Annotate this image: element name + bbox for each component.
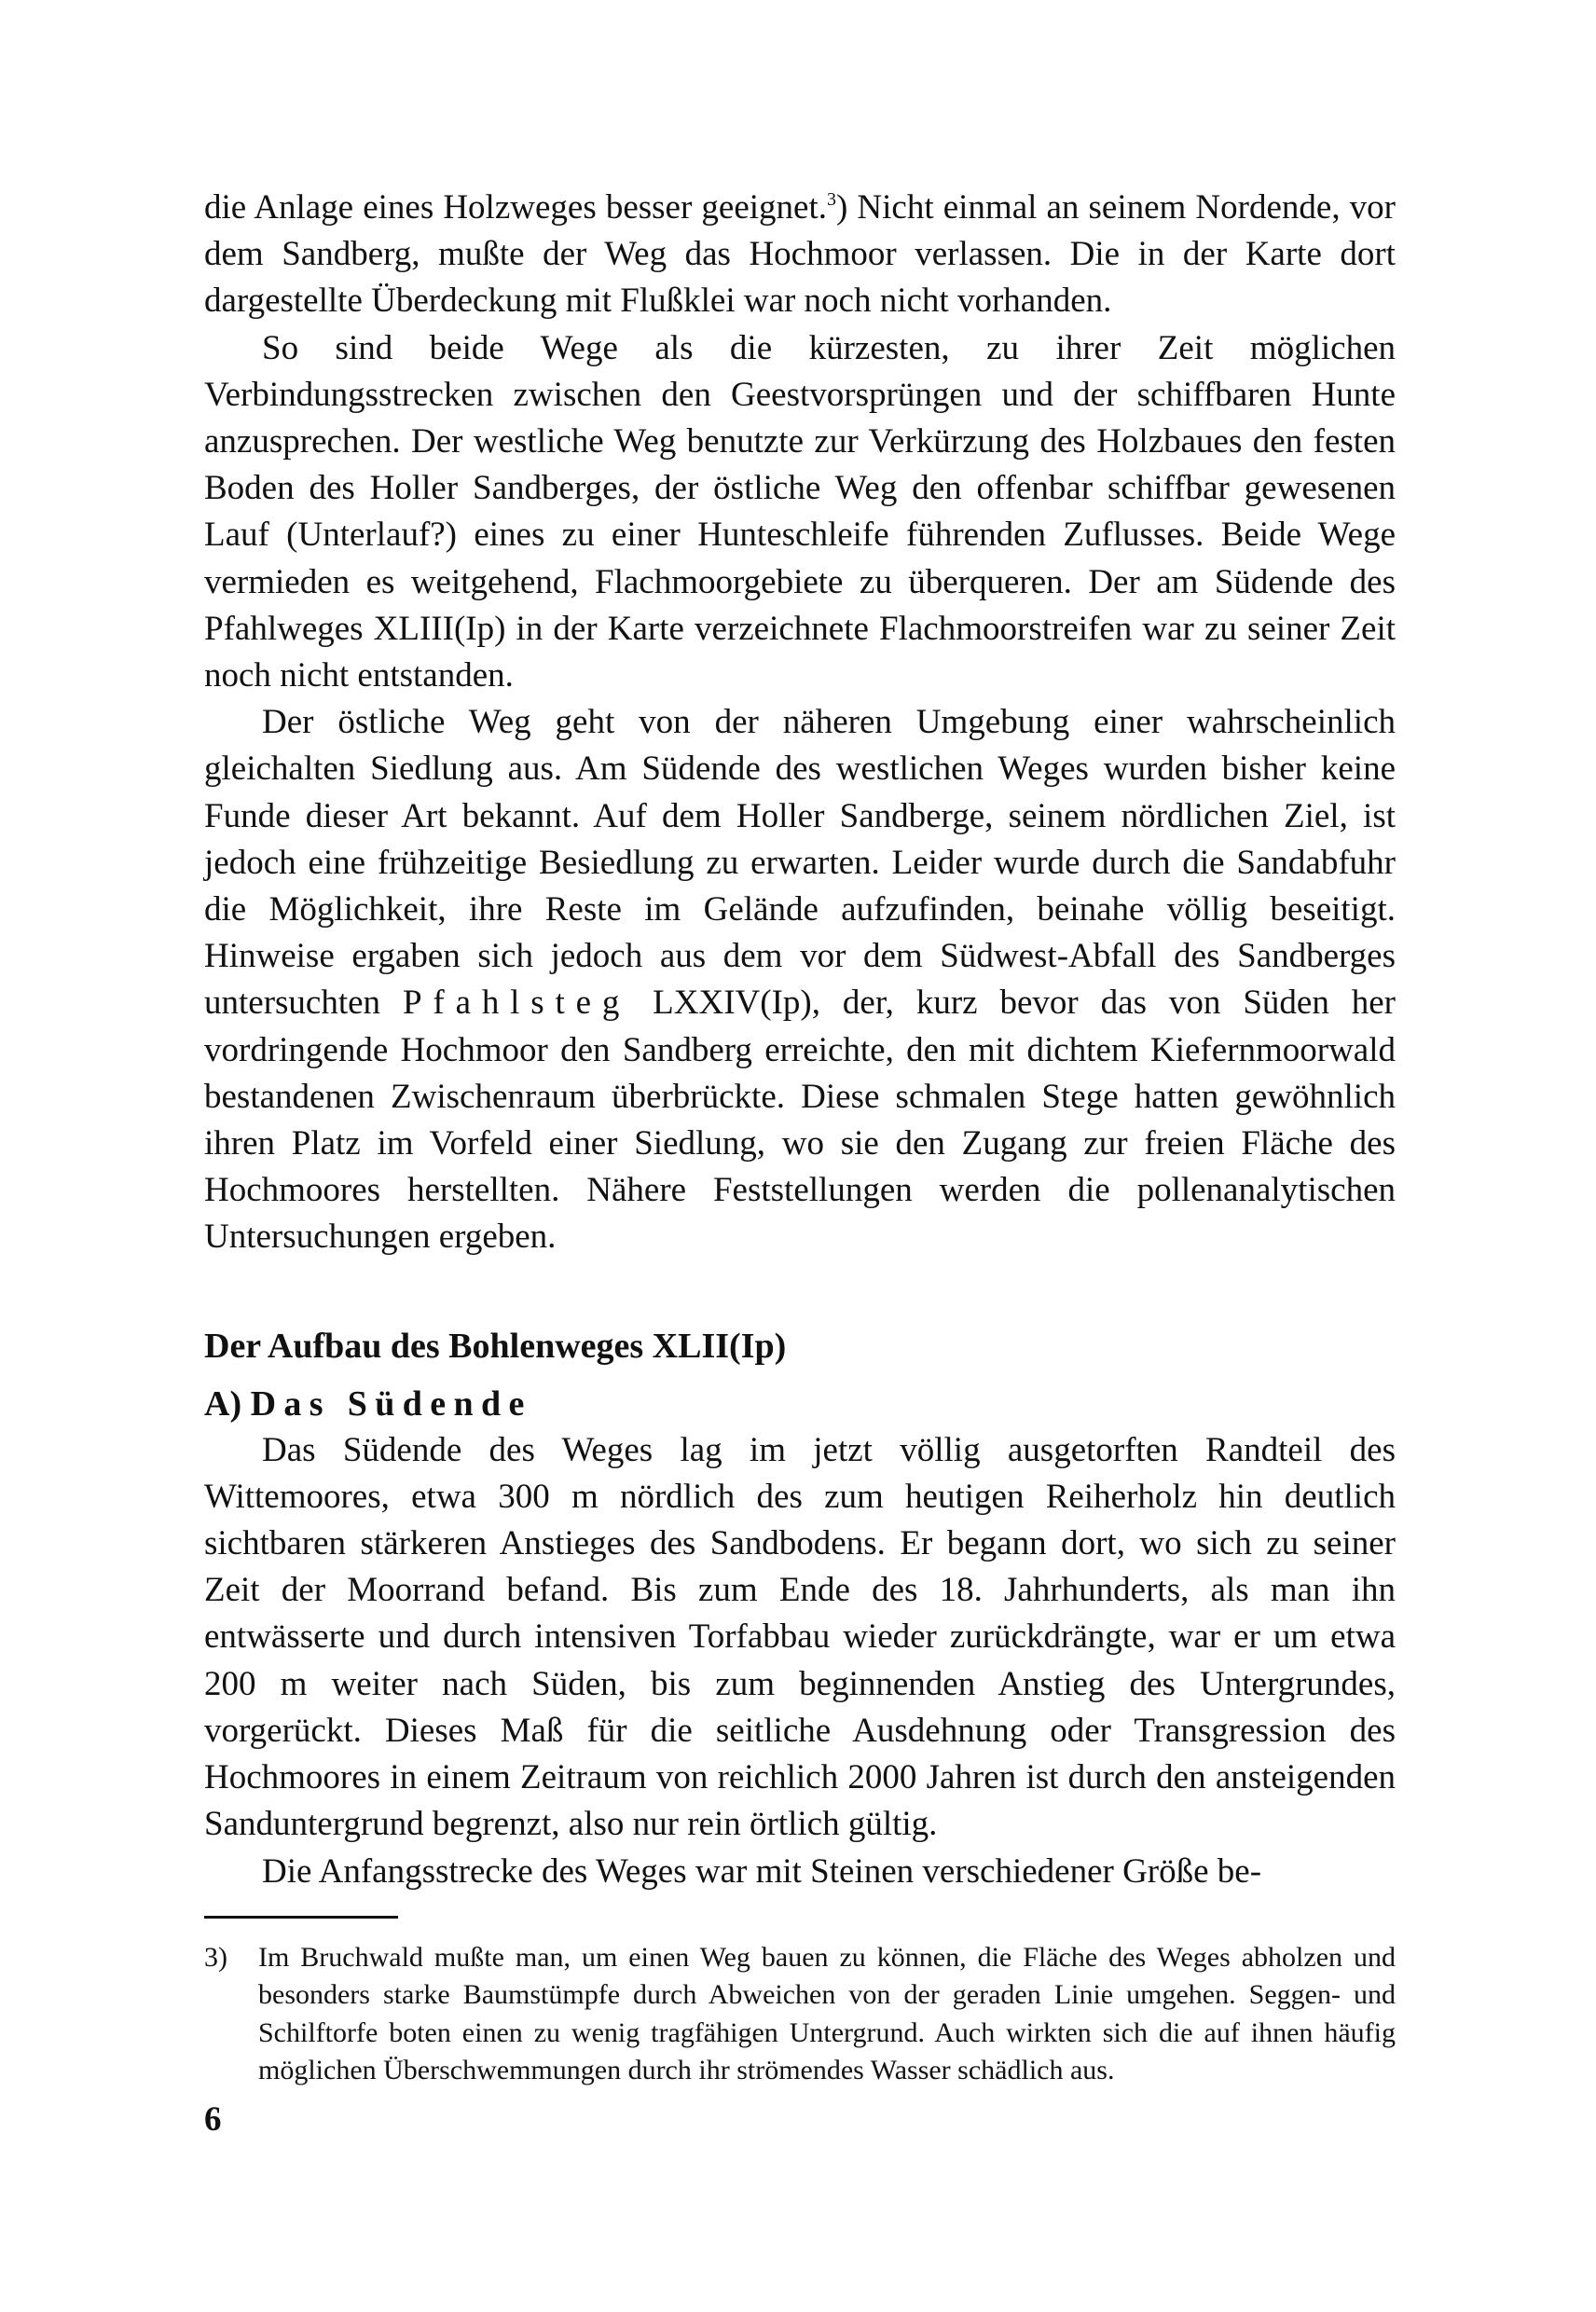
footnote-divider xyxy=(204,1916,398,1919)
subsection-prefix: A) xyxy=(204,1383,251,1424)
paragraph-1 xyxy=(204,185,1396,325)
paragraph-1-text-a: die Anlage eines Holzweges besser geeignet. xyxy=(204,188,827,227)
footnote-number: 3) xyxy=(204,1941,227,1973)
footnote-text: Im Bruchwald mußte man, um einen Weg bauen zu können, die Fläche des Weges abholzen und besonders starke Baumstümpfe durch Abweichen von der geraden Linie umgehen. Seggen- und Schilftorfe boten einen zu wenig tragfähigen Untergrund. Auch wirkten sich die auf ihnen häufig möglichen Überschwemmungen durch ihr strömendes Wasser schädlich aus. xyxy=(258,1941,1396,2086)
footnote xyxy=(204,1939,1396,2090)
paragraph-3-text-a: Der östliche Weg geht von der näheren Umgebung einer wahrscheinlich gleichalten Siedlung aus. Am Südende des westlichen Weges wurden bisher keine Funde dieser Art bekannt. Auf dem Holler Sandberge, seinem nördlichen Ziel, ist jedoch eine frühzeitige Besiedlung zu erwarten. Leider wurde durch die Sandabfuhr die Möglichkeit, ihre Reste im Gelände aufzufinden, beinahe völlig beseitigt. Hinweise ergaben sich jedoch aus dem vor dem Südwest-Abfall des Sandberges untersuchten xyxy=(204,703,1396,1023)
subsection-title: Das Südende xyxy=(250,1383,532,1424)
paragraph-3-text-b: LXXIV(Ip), der, kurz bevor das von Süden her vordringende Hochmoor den Sandberg erreichte, den mit dichtem Kiefernmoorwald bestandenen Zwischenraum überbrückte. Diese schmalen Stege hatten gewöhnlich ihren Platz im Vorfeld einer Siedlung, wo sie den Zugang zur freien Fläche des Hochmoores herstellten. Nähere Feststellungen werden die pollenanalytischen Untersuchungen ergeben. xyxy=(204,984,1396,1257)
paragraph-1-text-b: ) Nicht einmal an seinem Nordende, vor dem Sandberg, mußte der Weg das Hochmoor verlassen. Die in der Karte dort dargestellte Überdeckung mit Flußklei war noch nicht vorhanden. xyxy=(204,188,1396,321)
footnote-reference[interactable]: 3 xyxy=(826,189,836,210)
subsection-heading xyxy=(204,1381,1396,1427)
emphasized-term: Pfahlsteg xyxy=(402,984,631,1023)
page-number: 6 xyxy=(204,2100,222,2139)
paragraph-2: So sind beide Wege als die kürzesten, zu ihrer Zeit möglichen Verbindungsstrecken zwischen den Geestvorsprüngen und der schiffbaren Hunte anzusprechen. Der westliche Weg benutzte zur Verkürzung des Holzbaues den festen Boden des Holler Sandberges, der östliche Weg den offenbar schiffbar gewesenen Lauf (Unterlauf?) eines zu einer Hunteschleife führenden Zuflusses. Beide Wege vermieden es weitgehend, Flachmoorgebiete zu überqueren. Der am Südende des Pfahlweges XLIII(Ip) in der Karte verzeichnete Flachmoorstreifen war zu seiner Zeit noch nicht entstanden. xyxy=(204,328,1396,695)
paragraph-4: Das Südende des Weges lag im jetzt völlig ausgetorften Randteil des Wittemoores, etwa 300 m nördlich des zum heutigen Reiherholz hin deutlich sichtbaren stärkeren Anstieges des Sandbodens. Er begann dort, wo sich zu seiner Zeit der Moorrand befand. Bis zum Ende des 18. Jahrhunderts, als man ihn entwässerte und durch intensiven Torfabbau wieder zurückdrängte, war er um etwa 200 m weiter nach Süden, bis zum beginnenden Anstieg des Untergrundes, vorgerückt. Dieses Maß für die seitliche Ausdehnung oder Transgression des Hochmoores in einem Zeitraum von reichlich 2000 Jahren ist durch den ansteigenden Sanduntergrund begrenzt, also nur rein örtlich gültig. xyxy=(204,1430,1396,1844)
paragraph-5: Die Anfangsstrecke des Weges war mit Steinen verschiedener Größe be- xyxy=(262,1851,1262,1891)
paragraph-3 xyxy=(204,699,1396,1260)
page-body xyxy=(204,185,1396,2090)
section-heading: Der Aufbau des Bohlenweges XLII(Ip) xyxy=(204,1326,787,1366)
